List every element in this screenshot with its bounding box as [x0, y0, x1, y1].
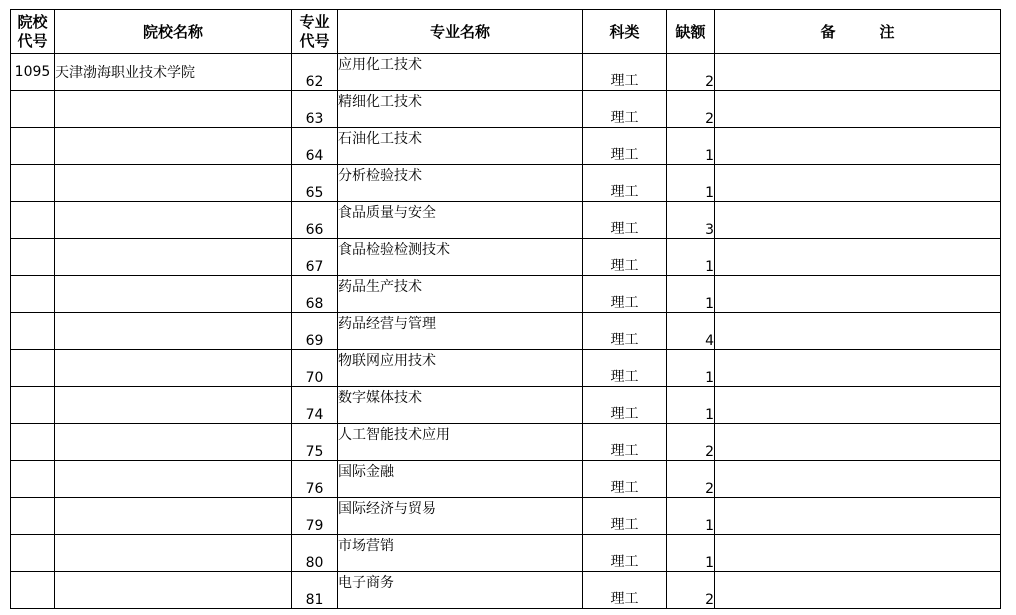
school-code-cell: [11, 498, 55, 535]
category-cell: 理工: [583, 498, 667, 535]
school-code-cell: [11, 461, 55, 498]
header-remark: [715, 10, 1001, 54]
category-cell: 理工: [583, 313, 667, 350]
category-cell: 理工: [583, 165, 667, 202]
table-row: [11, 165, 1001, 202]
school-name-cell: [55, 165, 292, 202]
header-school-code: [11, 10, 55, 54]
major-code-cell: 80: [292, 535, 338, 572]
quota-cell: 2: [667, 461, 715, 498]
table-row: [11, 498, 1001, 535]
quota-cell: 1: [667, 128, 715, 165]
major-code-cell: 76: [292, 461, 338, 498]
category-cell: 理工: [583, 276, 667, 313]
table-row: [11, 313, 1001, 350]
major-name-cell: 物联网应用技术: [338, 350, 583, 387]
table-row: [11, 128, 1001, 165]
table-row: [11, 424, 1001, 461]
quota-cell: 4: [667, 313, 715, 350]
school-name-cell: [55, 128, 292, 165]
major-code-cell: 63: [292, 91, 338, 128]
major-code-cell: 64: [292, 128, 338, 165]
major-name-cell: 应用化工技术: [338, 54, 583, 91]
table-row: [11, 387, 1001, 424]
school-name-cell: [55, 313, 292, 350]
header-major-code-line1: 专业: [299, 12, 330, 31]
major-code-cell: 66: [292, 202, 338, 239]
major-name-cell: 电子商务: [338, 572, 583, 609]
major-name-cell: 精细化工技术: [338, 91, 583, 128]
note-cell: [715, 276, 1001, 313]
table-row: [11, 54, 1001, 91]
school-name-cell: 天津渤海职业技术学院: [55, 54, 292, 91]
quota-cell: 1: [667, 535, 715, 572]
school-code-cell: [11, 91, 55, 128]
quota-cell: 1: [667, 239, 715, 276]
category-cell: 理工: [583, 91, 667, 128]
category-cell: 理工: [583, 239, 667, 276]
major-code-cell: 74: [292, 387, 338, 424]
school-name-cell: [55, 350, 292, 387]
note-cell: [715, 239, 1001, 276]
school-name-cell: [55, 498, 292, 535]
major-code-cell: 69: [292, 313, 338, 350]
school-name-cell: [55, 387, 292, 424]
major-name-cell: 石油化工技术: [338, 128, 583, 165]
major-code-cell: 62: [292, 54, 338, 91]
table-header: [11, 10, 1001, 54]
quota-cell: 1: [667, 387, 715, 424]
note-cell: [715, 165, 1001, 202]
school-code-cell: [11, 202, 55, 239]
header-major-name: 专业名称: [338, 10, 583, 54]
school-name-cell: [55, 202, 292, 239]
note-cell: [715, 313, 1001, 350]
category-cell: 理工: [583, 572, 667, 609]
category-cell: 理工: [583, 128, 667, 165]
header-row: [11, 10, 1001, 54]
table-row: [11, 350, 1001, 387]
quota-cell: 3: [667, 202, 715, 239]
quota-cell: 1: [667, 350, 715, 387]
school-code-cell: [11, 276, 55, 313]
major-name-cell: 食品质量与安全: [338, 202, 583, 239]
major-code-cell: 68: [292, 276, 338, 313]
category-cell: 理工: [583, 202, 667, 239]
note-cell: [715, 498, 1001, 535]
major-name-cell: 食品检验检测技术: [338, 239, 583, 276]
major-code-cell: 79: [292, 498, 338, 535]
table-row: [11, 535, 1001, 572]
header-quota: 缺额: [667, 10, 715, 54]
table-row: [11, 239, 1001, 276]
school-name-cell: [55, 535, 292, 572]
note-cell: [715, 202, 1001, 239]
note-cell: [715, 91, 1001, 128]
category-cell: 理工: [583, 461, 667, 498]
table-row: [11, 202, 1001, 239]
quota-cell: 1: [667, 498, 715, 535]
school-code-cell: [11, 572, 55, 609]
quota-cell: 1: [667, 276, 715, 313]
school-code-cell: 1095: [11, 54, 55, 91]
note-cell: [715, 572, 1001, 609]
header-school-code-line1: 院校: [17, 12, 48, 31]
header-major-code: [292, 10, 338, 54]
header-remark-part1: 备: [820, 22, 836, 41]
school-code-cell: [11, 387, 55, 424]
quota-cell: 2: [667, 572, 715, 609]
school-code-cell: [11, 350, 55, 387]
major-name-cell: 市场营销: [338, 535, 583, 572]
header-school-name: 院校名称: [55, 10, 292, 54]
school-code-cell: [11, 239, 55, 276]
major-code-cell: 70: [292, 350, 338, 387]
school-name-cell: [55, 461, 292, 498]
category-cell: 理工: [583, 350, 667, 387]
quota-cell: 2: [667, 54, 715, 91]
major-name-cell: 药品经营与管理: [338, 313, 583, 350]
note-cell: [715, 535, 1001, 572]
category-cell: 理工: [583, 424, 667, 461]
note-cell: [715, 350, 1001, 387]
note-cell: [715, 128, 1001, 165]
category-cell: 理工: [583, 387, 667, 424]
major-code-cell: 81: [292, 572, 338, 609]
major-code-cell: 75: [292, 424, 338, 461]
school-name-cell: [55, 239, 292, 276]
header-remark-part2: 注: [879, 22, 895, 41]
quota-cell: 1: [667, 165, 715, 202]
major-name-cell: 数字媒体技术: [338, 387, 583, 424]
table-row: [11, 91, 1001, 128]
category-cell: 理工: [583, 535, 667, 572]
note-cell: [715, 387, 1001, 424]
major-code-cell: 67: [292, 239, 338, 276]
header-category: 科类: [583, 10, 667, 54]
category-cell: 理工: [583, 54, 667, 91]
school-code-cell: [11, 313, 55, 350]
school-name-cell: [55, 424, 292, 461]
table-body: [11, 54, 1001, 609]
major-name-cell: 国际经济与贸易: [338, 498, 583, 535]
header-major-code-line2: 代号: [299, 31, 330, 50]
major-name-cell: 人工智能技术应用: [338, 424, 583, 461]
note-cell: [715, 424, 1001, 461]
table-row: [11, 276, 1001, 313]
header-school-code-line2: 代号: [17, 31, 48, 50]
table-row: [11, 461, 1001, 498]
school-code-cell: [11, 128, 55, 165]
school-code-cell: [11, 165, 55, 202]
school-name-cell: [55, 91, 292, 128]
table-row: [11, 572, 1001, 609]
major-name-cell: 分析检验技术: [338, 165, 583, 202]
school-code-cell: [11, 535, 55, 572]
school-name-cell: [55, 276, 292, 313]
school-code-cell: [11, 424, 55, 461]
major-name-cell: 国际金融: [338, 461, 583, 498]
note-cell: [715, 461, 1001, 498]
quota-cell: 2: [667, 91, 715, 128]
note-cell: [715, 54, 1001, 91]
major-code-cell: 65: [292, 165, 338, 202]
quota-cell: 2: [667, 424, 715, 461]
major-name-cell: 药品生产技术: [338, 276, 583, 313]
school-name-cell: [55, 572, 292, 609]
vacancy-table: [10, 9, 1001, 609]
